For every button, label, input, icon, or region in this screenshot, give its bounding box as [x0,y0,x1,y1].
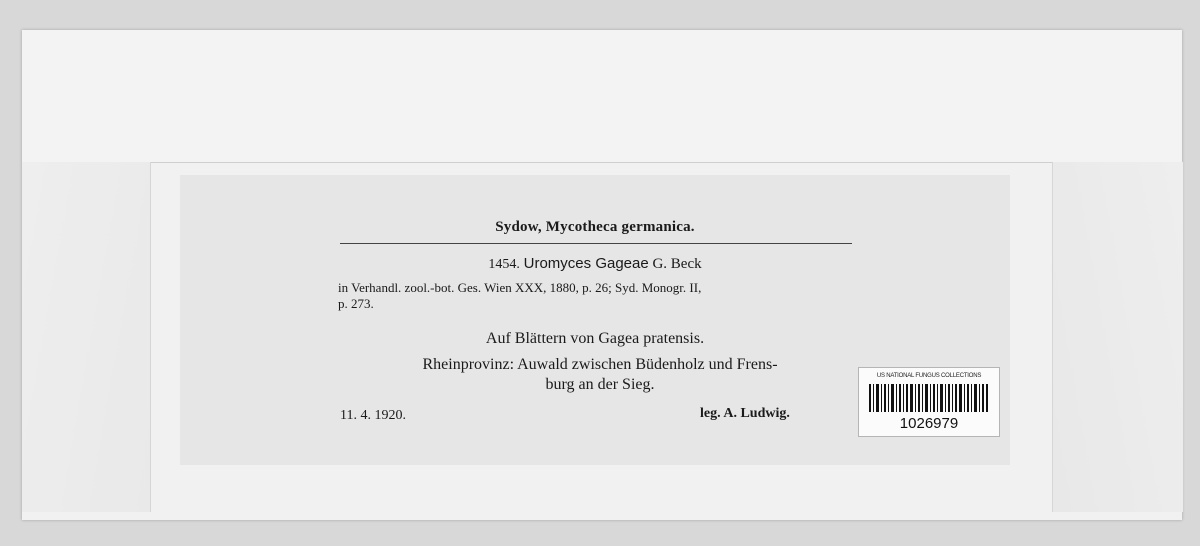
barcode-number: 1026979 [899,415,959,432]
host-info: Auf Blättern von Gagea pratensis. [485,330,705,347]
barcode-header: US NATIONAL FUNGUS COLLECTIONS [876,373,982,379]
label-header: Sydow, Mycotheca germanica. [495,219,695,235]
exsiccata-number: 1454. [488,257,520,272]
locality [340,355,860,395]
barcode-label [858,367,1000,437]
literature-reference [338,280,868,312]
envelope-left-flap [22,162,151,512]
species-name: Uromyces Gageae [523,255,649,272]
reference-line-1: in Verhandl. zool.-bot. Ges. Wien XXX, 1880, p. 26; Syd. Monogr. II, [338,280,702,295]
reference-line-2: p. 273. [338,296,374,311]
barcode-icon [869,384,989,412]
collector: leg. A. Ludwig. [700,406,790,421]
header-rule [340,243,852,244]
collection-date: 11. 4. 1920. [340,408,406,423]
locality-line-1: Rheinprovinz: Auwald zwischen Büdenholz und Frens- [422,356,778,373]
species-title [180,255,1010,273]
locality-line-2: burg an der Sieg. [545,376,655,393]
envelope-top-flap [22,30,1182,163]
species-author: G. Beck [652,256,702,272]
envelope-right-flap [1052,162,1183,512]
